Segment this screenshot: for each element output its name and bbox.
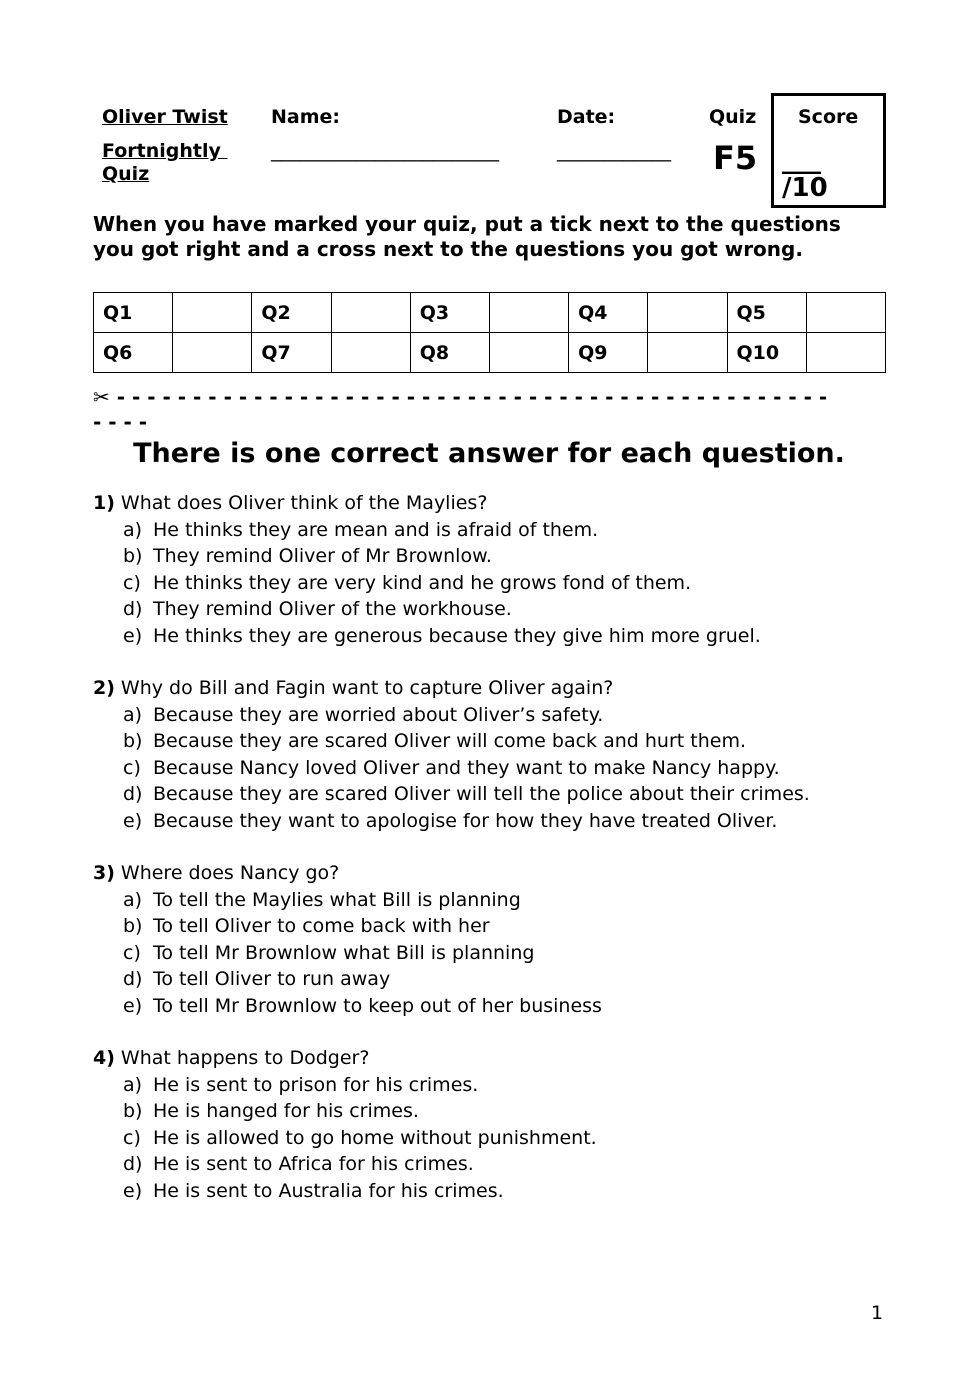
option-text: He thinks they are generous because they give him more gruel. [153, 624, 761, 647]
option-text: To tell Oliver to come back with her [153, 915, 490, 937]
question-text: Why do Bill and Fagin want to capture Oliver again? [120, 677, 614, 699]
option-letter: b) [123, 730, 143, 752]
cut-dashes: - - - - - - - - - - - - - - - - - - - - - - - - - - - - - - - - - - - - - - - - - - - - - - - [109, 385, 828, 409]
option-text: He thinks they are mean and is afraid of them. [153, 518, 599, 541]
tick-cell[interactable] [489, 293, 568, 333]
option-letter: d) [123, 968, 143, 990]
option-letter: b) [123, 915, 143, 937]
question-4 [93, 1045, 597, 1204]
question-1 [93, 490, 761, 649]
answer-option[interactable] [93, 1072, 597, 1099]
question-3 [93, 860, 602, 1019]
question-label-cell: Q6 [94, 333, 173, 373]
table-row [94, 333, 886, 373]
option-text: He is allowed to go home without punishment. [153, 1126, 597, 1149]
question-text: Where does Nancy go? [120, 862, 340, 884]
answer-option[interactable] [93, 808, 810, 835]
tick-cell[interactable] [648, 293, 727, 333]
quiz-code: F5 [713, 139, 758, 177]
marks-table [93, 292, 886, 373]
option-text: To tell Mr Brownlow what Bill is planning [153, 941, 535, 964]
tick-cell[interactable] [648, 333, 727, 373]
quiz-subtitle-line2: Quiz [102, 163, 150, 185]
question-label-cell: Q1 [94, 293, 173, 333]
answer-option[interactable] [93, 543, 761, 570]
option-text: He is sent to prison for his crimes. [153, 1073, 479, 1096]
quiz-subtitle-line1: Fortnightly [102, 140, 228, 162]
question-text: What does Oliver think of the Maylies? [120, 492, 488, 514]
question-label-cell: Q10 [727, 333, 806, 373]
date-field[interactable]: ____________ [557, 140, 671, 162]
option-letter: e) [123, 809, 143, 832]
score-box [771, 93, 886, 208]
answer-option[interactable] [93, 1151, 597, 1178]
page-number: 1 [871, 1302, 884, 1324]
score-total: /10 [782, 173, 828, 203]
option-text: To tell Mr Brownlow to keep out of her business [153, 994, 602, 1017]
tick-cell[interactable] [489, 333, 568, 373]
option-letter: e) [123, 624, 143, 647]
quiz-title: Oliver Twist [102, 106, 228, 128]
option-text: He thinks they are very kind and he grows fond of them. [153, 571, 692, 594]
answer-option[interactable] [93, 623, 761, 650]
answer-option[interactable] [93, 887, 602, 914]
scissors-icon: ✂ [93, 385, 110, 409]
question-number: 3) [93, 862, 115, 884]
option-text: They remind Oliver of the workhouse. [153, 598, 512, 620]
answer-option[interactable] [93, 940, 602, 967]
option-text: Because Nancy loved Oliver and they want to make Nancy happy. [153, 756, 780, 779]
question-number: 4) [93, 1047, 115, 1069]
option-letter: d) [123, 783, 143, 805]
name-label: Name: [271, 106, 341, 128]
answer-option[interactable] [93, 728, 810, 755]
score-blank[interactable]: ___ [782, 145, 821, 175]
answer-option[interactable] [93, 1098, 597, 1125]
answer-option[interactable] [93, 993, 602, 1020]
question-label-cell: Q2 [252, 293, 331, 333]
tick-cell[interactable] [331, 333, 410, 373]
question-number: 1) [93, 492, 115, 514]
option-text: Because they are scared Oliver will come back and hurt them. [153, 730, 746, 752]
question-label-cell: Q9 [569, 333, 648, 373]
quiz-label: Quiz [709, 106, 757, 128]
option-letter: a) [123, 518, 143, 541]
table-row [94, 293, 886, 333]
page-headline: There is one correct answer for each question. [133, 438, 845, 469]
option-letter: c) [123, 1126, 141, 1149]
option-text: Because they want to apologise for how they have treated Oliver. [153, 809, 778, 832]
answer-option[interactable] [93, 702, 810, 729]
date-label: Date: [557, 106, 616, 128]
question-text: What happens to Dodger? [120, 1047, 370, 1069]
option-text: They remind Oliver of Mr Brownlow. [153, 545, 492, 567]
option-letter: c) [123, 941, 141, 964]
question-label-cell: Q7 [252, 333, 331, 373]
option-text: To tell Oliver to run away [153, 968, 391, 990]
answer-option[interactable] [93, 517, 761, 544]
answer-option[interactable] [93, 913, 602, 940]
option-letter: b) [123, 545, 143, 567]
question-label-cell: Q4 [569, 293, 648, 333]
option-text: To tell the Maylies what Bill is planning [153, 888, 521, 911]
answer-option[interactable] [93, 570, 761, 597]
option-letter: c) [123, 571, 141, 594]
quiz-subtitle [102, 140, 227, 186]
option-text: He is sent to Africa for his crimes. [153, 1153, 474, 1175]
tick-cell[interactable] [173, 293, 252, 333]
name-field[interactable]: ________________________ [271, 140, 499, 162]
option-letter: d) [123, 598, 143, 620]
answer-option[interactable] [93, 596, 761, 623]
tick-cell[interactable] [806, 293, 885, 333]
answer-option[interactable] [93, 966, 602, 993]
option-letter: d) [123, 1153, 143, 1175]
tick-cell[interactable] [331, 293, 410, 333]
marking-instructions: When you have marked your quiz, put a tick next to the questions you got right and a cross next to the questions you got wrong. [93, 212, 841, 261]
question-label-cell: Q3 [410, 293, 489, 333]
tick-cell[interactable] [173, 333, 252, 373]
option-letter: a) [123, 1073, 143, 1096]
score-label: Score [798, 106, 859, 128]
answer-option[interactable] [93, 781, 810, 808]
option-letter: a) [123, 703, 143, 726]
option-letter: e) [123, 1179, 143, 1202]
answer-option[interactable] [93, 755, 810, 782]
question-label-cell: Q5 [727, 293, 806, 333]
option-text: Because they are scared Oliver will tell the police about their crimes. [153, 783, 810, 805]
tick-cell[interactable] [806, 333, 885, 373]
cut-line [93, 385, 888, 435]
option-text: He is hanged for his crimes. [153, 1100, 419, 1122]
option-text: Because they are worried about Oliver’s safety. [153, 703, 604, 726]
option-letter: b) [123, 1100, 143, 1122]
answer-option[interactable] [93, 1178, 597, 1205]
answer-option[interactable] [93, 1125, 597, 1152]
option-letter: e) [123, 994, 143, 1017]
question-number: 2) [93, 677, 115, 699]
question-label-cell: Q8 [410, 333, 489, 373]
cut-dashes-continued: - - - - [93, 410, 148, 434]
option-letter: a) [123, 888, 143, 911]
option-letter: c) [123, 756, 141, 779]
option-text: He is sent to Australia for his crimes. [153, 1179, 504, 1202]
question-2 [93, 675, 810, 834]
